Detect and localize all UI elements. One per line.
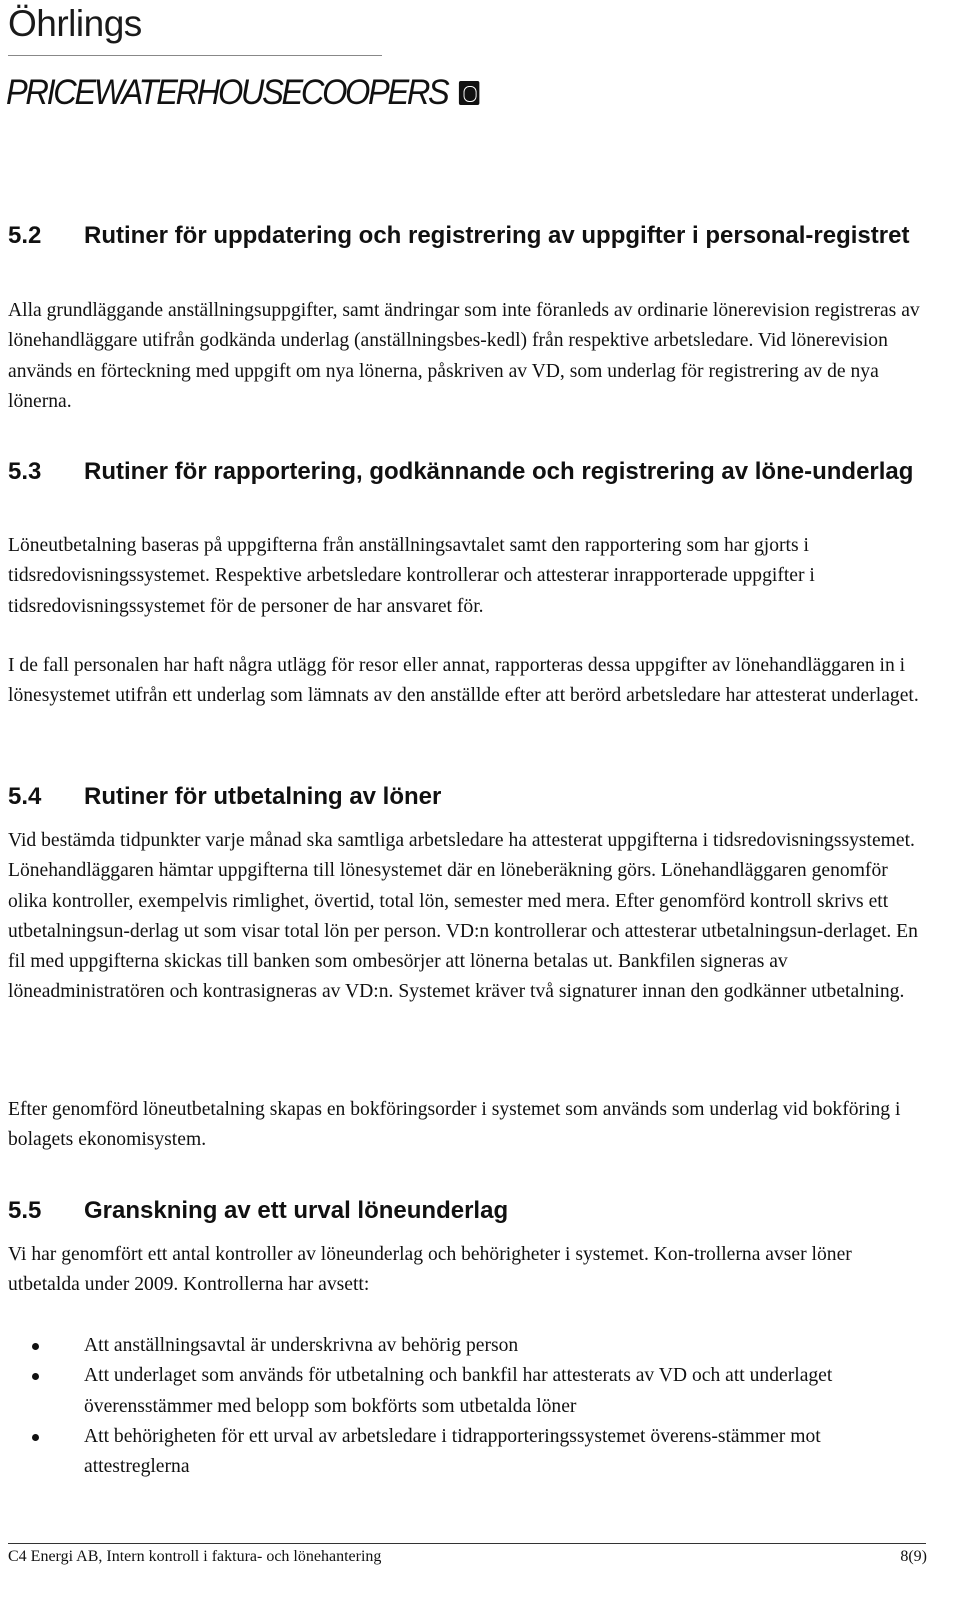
- footer-rule: [8, 1543, 926, 1544]
- list-item: Att behörigheten för ett urval av arbetsledare i tidrapporteringssystemet överens-stämmer mot attestreglerna: [8, 1422, 923, 1483]
- section-heading-5-3: [8, 456, 923, 488]
- footer-document-title: C4 Energi AB, Intern kontroll i faktura- och lönehantering: [8, 1548, 382, 1565]
- paragraph: Efter genomförd löneutbetalning skapas en bokföringsorder i systemet som används som underlag vid bokföring i bolagets ekonomisystem.: [8, 1099, 901, 1151]
- section-number: 5.4: [8, 783, 42, 810]
- section-title: Rutiner för uppdatering och registrering av uppgifter i personal-registret: [84, 222, 910, 249]
- paragraph: Alla grundläggande anställningsuppgifter, samt ändringar som inte föranleds av ordinarie lönerevision registreras av lönehandläggare utifrån godkända underlag (anställningsbes-kedl) från respektive arbetsledare. Vid lönerevision används en förteckning med uppgift om nya lönerna, påskriven av VD, som underlag för registrering av de nya lönerna.: [8, 300, 920, 412]
- paragraph: I de fall personalen har haft några utlägg för resor eller annat, rapporteras dessa uppgifter av lönehandläggaren in i lönesystemet utifrån ett underlag som lämnats av den anställde efter att berörd arbetsledare har attesterat underlaget.: [8, 655, 919, 707]
- section-heading-5-4: [8, 781, 923, 813]
- section-number: 5.2: [8, 222, 42, 249]
- list-item: Att anställningsavtal är underskrivna av behörig person: [8, 1331, 923, 1361]
- section-title: Rutiner för rapportering, godkännande och registrering av löne-underlag: [84, 458, 914, 485]
- footer-page-number: 8(9): [900, 1548, 927, 1565]
- logo-seal-icon: [459, 81, 479, 105]
- logo-wordmark: PRICEWATERHOUSECOOPERS: [6, 73, 448, 112]
- section-heading-5-5: [8, 1195, 923, 1227]
- section-title: Rutiner för utbetalning av löner: [84, 783, 442, 810]
- logo-oehrlings: Öhrlings: [8, 3, 142, 44]
- section-title: Granskning av ett urval löneunderlag: [84, 1197, 509, 1224]
- section-number: 5.5: [8, 1197, 42, 1224]
- logo-rule: [8, 55, 382, 56]
- bullet-list: [8, 1331, 923, 1482]
- list-item: Att underlaget som används för utbetalning och bankfil har attesterats av VD och att underlaget överensstämmer med belopp som bokförts som utbetalda löner: [8, 1361, 923, 1422]
- paragraph: Vid bestämda tidpunkter varje månad ska samtliga arbetsledare ha attesterat uppgifterna i tidsredovisningssystemet. Lönehandläggaren hämtar uppgifterna till lönesystemet där en löneberäkning görs. Lönehandläggaren genomför olika kontroller, exempelvis rimlighet, övertid, total lön, semester med mera. Efter genomförd kontroll skrivs ett utbetalningsun-derlag ut som visar total lön per person. VD:n kontrollerar och attesterar utbetalningsun-derlaget. En fil med uppgifterna skickas till banken som ombesörjer att lönerna betalas ut. Bankfilen signeras av löneadministratören och kontrasigneras av VD:n. Systemet kräver två signaturer innan den godkänner utbetalning.: [8, 830, 918, 1003]
- logo-pricewaterhousecoopers: [6, 71, 479, 115]
- paragraph: Vi har genomfört ett antal kontroller av löneunderlag och behörigheter i systemet. Kon-trollerna avser löner utbetalda under 2009. Kontrollerna har avsett:: [8, 1244, 852, 1296]
- section-number: 5.3: [8, 458, 42, 485]
- section-heading-5-2: [8, 220, 923, 252]
- paragraph: Löneutbetalning baseras på uppgifterna från anställningsavtalet samt den rapportering som har gjorts i tidsredovisningssystemet. Respektive arbetsledare kontrollerar och attesterar inrapporterade uppgifter i tidsredovisningssystemet för de personer de har ansvaret för.: [8, 535, 815, 617]
